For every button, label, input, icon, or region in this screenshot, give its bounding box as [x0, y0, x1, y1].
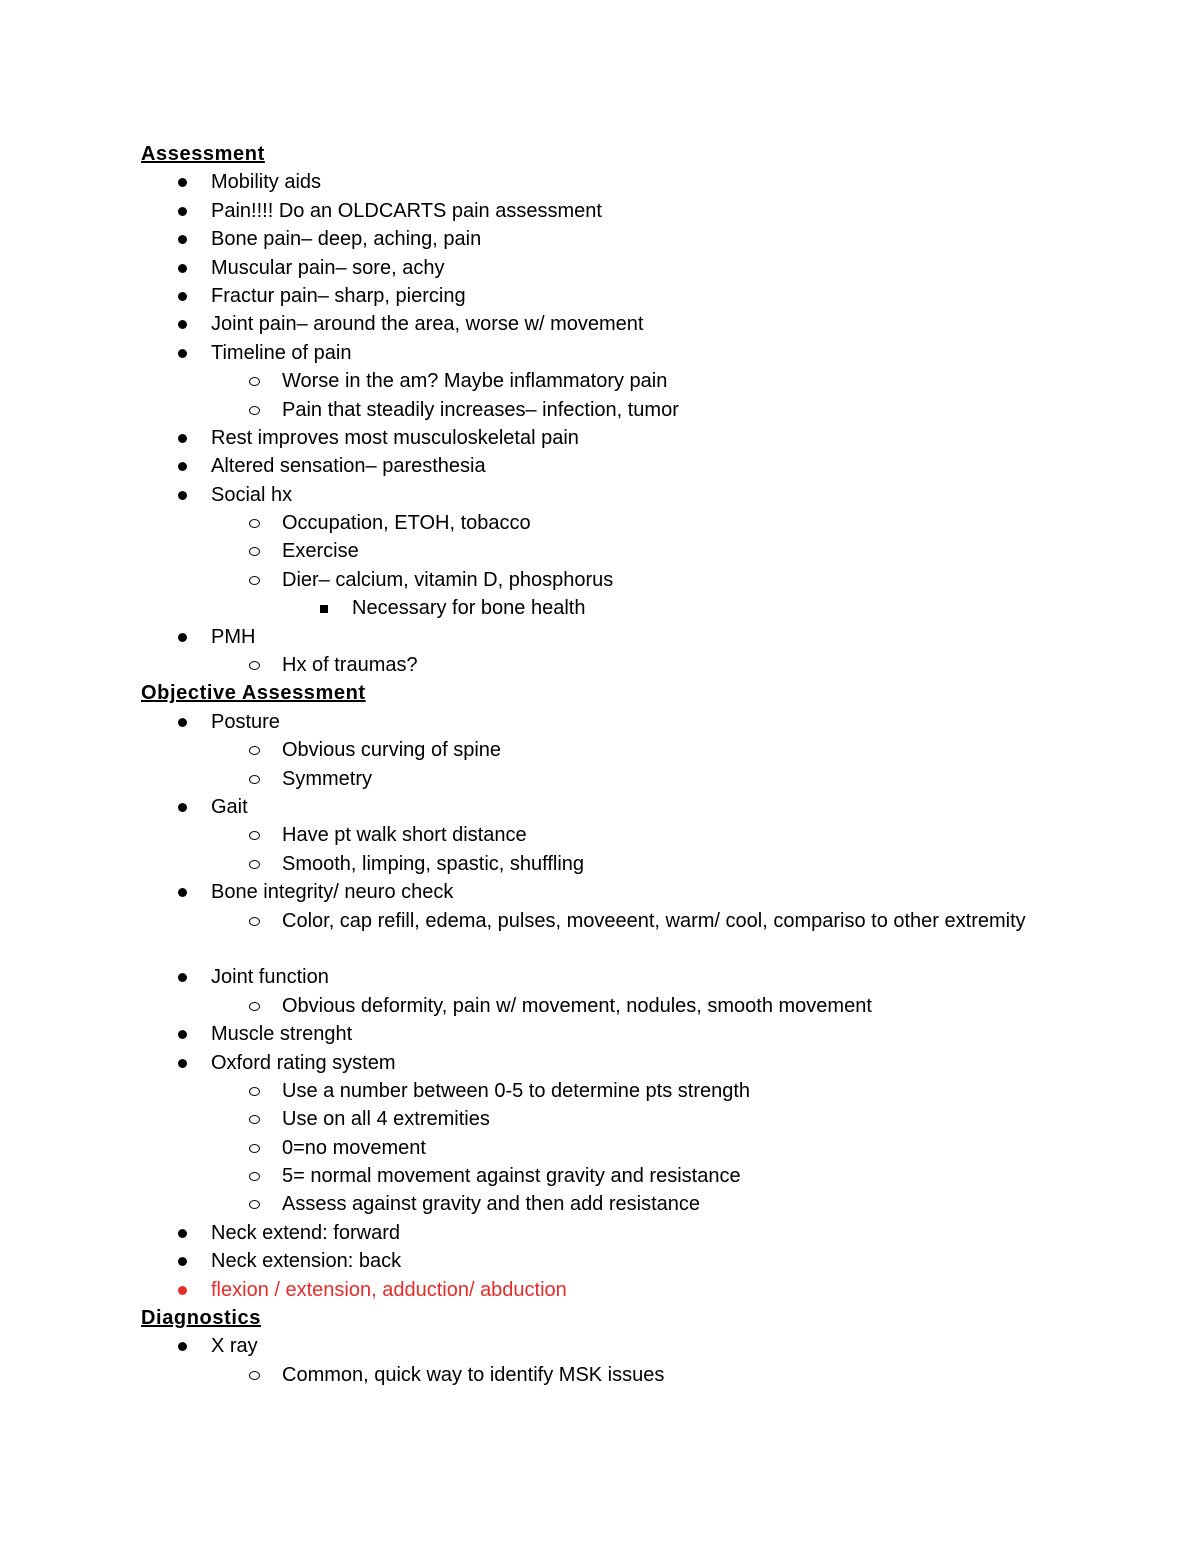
list-subitem: [0, 765, 1200, 793]
list-item-text: Bone integrity/ neuro check: [211, 881, 454, 904]
list-subitem: [0, 566, 1200, 594]
bullet-ring-icon: [248, 1077, 260, 1096]
bullet-dot-icon: [176, 254, 187, 273]
bullet-dot-icon: [176, 708, 187, 727]
list-item: [0, 225, 1200, 253]
list-item: [0, 1332, 1200, 1360]
list-item-text: Occupation, ETOH, tobacco: [282, 512, 531, 535]
list-item-text: Pain that steadily increases– infection, tumor: [282, 398, 679, 421]
list-item-text: 0=no movement: [282, 1136, 426, 1159]
list-item-text: Altered sensation– paresthesia: [211, 455, 486, 478]
list-item: [0, 793, 1200, 821]
list-item-text: Obvious deformity, pain w/ movement, nodules, smooth movement: [282, 994, 872, 1017]
list-subitem: [0, 537, 1200, 565]
list-item: [0, 339, 1200, 367]
list-subitem: [0, 1105, 1200, 1133]
list-item-text: Joint function: [211, 966, 329, 989]
bullet-dot-icon: [176, 339, 187, 358]
bullet-dot-icon: [176, 1276, 187, 1295]
list-subitem: [0, 396, 1200, 424]
list-item: [0, 878, 1200, 906]
list-item-text: Rest improves most musculoskeletal pain: [211, 426, 579, 449]
heading-assessment: Assessment: [141, 143, 265, 165]
list-item: [0, 708, 1200, 736]
list-subitem: [0, 367, 1200, 395]
list-item: [0, 623, 1200, 651]
list-item-text: Muscular pain– sore, achy: [211, 256, 445, 279]
list-item-text: Mobility aids: [211, 171, 322, 194]
list-item-text: Color, cap refill, edema, pulses, moveeent, warm/ cool, compariso to other extremity: [282, 909, 1026, 932]
heading-objective-assessment: Objective Assessment: [141, 682, 366, 705]
bullet-dot-icon: [176, 963, 187, 982]
list-item-highlighted: [0, 1276, 1200, 1304]
bullet-ring-icon: [248, 850, 260, 869]
list-item: [0, 282, 1200, 310]
list-item-text: Hx of traumas?: [282, 654, 418, 677]
list-subitem: [0, 509, 1200, 537]
list-item-text: 5= normal movement against gravity and resistance: [282, 1165, 741, 1188]
bullet-dot-icon: [176, 282, 187, 301]
list-item-text: Posture: [211, 710, 280, 733]
bullet-dot-icon: [176, 225, 187, 244]
list-item-text: Timeline of pain: [211, 341, 352, 364]
list-subitem: [0, 736, 1200, 764]
list-item-text: Oxford rating system: [211, 1051, 396, 1074]
list-item-text: Neck extension: back: [211, 1250, 402, 1273]
bullet-dot-icon: [176, 1049, 187, 1068]
list-subsubitem: [0, 594, 1200, 622]
list-item-text: Social hx: [211, 483, 293, 506]
list-subitem: [0, 1162, 1200, 1190]
list-item: [0, 310, 1200, 338]
bullet-dot-icon: [176, 1332, 187, 1351]
list-item-text: X ray: [211, 1335, 258, 1358]
list-item: [0, 197, 1200, 225]
heading-diagnostics: Diagnostics: [141, 1307, 261, 1330]
list-subitem: [0, 821, 1200, 849]
bullet-ring-icon: [248, 509, 260, 528]
list-subitem: [0, 651, 1200, 679]
list-item-text: Assess against gravity and then add resistance: [282, 1193, 701, 1216]
bullet-dot-icon: [176, 878, 187, 897]
list-item-text: Have pt walk short distance: [282, 824, 527, 847]
bullet-ring-icon: [248, 1162, 260, 1181]
bullet-dot-icon: [176, 197, 187, 216]
list-item-text: Joint pain– around the area, worse w/ movement: [211, 313, 644, 336]
bullet-ring-icon: [248, 1134, 260, 1153]
document-body: [0, 140, 1200, 1389]
list-item: [0, 424, 1200, 452]
list-subitem: [0, 1134, 1200, 1162]
list-item: [0, 168, 1200, 196]
bullet-dot-icon: [176, 168, 187, 187]
bullet-dot-icon: [176, 310, 187, 329]
list-item-text: Dier– calcium, vitamin D, phosphorus: [282, 568, 614, 591]
list-item: [0, 481, 1200, 509]
bullet-ring-icon: [248, 1361, 260, 1380]
list-item: [0, 963, 1200, 991]
bullet-ring-icon: [248, 566, 260, 585]
bullet-dot-icon: [176, 793, 187, 812]
list-item-text: PMH: [211, 625, 256, 648]
bullet-ring-icon: [248, 907, 260, 926]
bullet-ring-icon: [248, 396, 260, 415]
bullet-ring-icon: [248, 736, 260, 755]
list-subitem: [0, 1077, 1200, 1105]
bullet-ring-icon: [248, 367, 260, 386]
list-item: [0, 1219, 1200, 1247]
list-subitem: [0, 1190, 1200, 1218]
bullet-ring-icon: [248, 537, 260, 556]
list-item-text: Exercise: [282, 540, 359, 563]
bullet-ring-icon: [248, 821, 260, 840]
list-item-text: Muscle strenght: [211, 1023, 353, 1046]
list-subitem: [0, 1361, 1200, 1389]
list-item-text: Pain!!!! Do an OLDCARTS pain assessment: [211, 199, 602, 222]
list-item-text: Bone pain– deep, aching, pain: [211, 228, 482, 251]
list-item: [0, 452, 1200, 480]
bullet-ring-icon: [248, 651, 260, 670]
list-item-text: Use a number between 0-5 to determine pts strength: [282, 1079, 751, 1102]
bullet-ring-icon: [248, 992, 260, 1011]
list-item: [0, 1247, 1200, 1275]
list-item-text: Symmetry: [282, 767, 372, 790]
bullet-dot-icon: [176, 1020, 187, 1039]
list-subitem: [0, 907, 1200, 964]
bullet-dot-icon: [176, 623, 187, 642]
list-subitem: [0, 992, 1200, 1020]
bullet-ring-icon: [248, 1105, 260, 1124]
bullet-ring-icon: [248, 1190, 260, 1209]
list-item: [0, 1020, 1200, 1048]
list-item-text: Neck extend: forward: [211, 1221, 400, 1244]
list-item-text: flexion / extension, adduction/ abduction: [211, 1278, 567, 1301]
bullet-dot-icon: [176, 1219, 187, 1238]
bullet-square-icon: [318, 594, 328, 613]
list-item-text: Worse in the am? Maybe inflammatory pain: [282, 370, 668, 393]
list-item: [0, 1049, 1200, 1077]
list-item-text: Obvious curving of spine: [282, 739, 502, 762]
list-item-text: Gait: [211, 795, 248, 818]
bullet-dot-icon: [176, 452, 187, 471]
bullet-ring-icon: [248, 765, 260, 784]
list-item-text: Smooth, limping, spastic, shuffling: [282, 852, 585, 875]
list-item-text: Use on all 4 extremities: [282, 1108, 490, 1131]
bullet-dot-icon: [176, 424, 187, 443]
bullet-dot-icon: [176, 481, 187, 500]
list-item-text: Common, quick way to identify MSK issues: [282, 1363, 665, 1386]
bullet-dot-icon: [176, 1247, 187, 1266]
list-item: [0, 254, 1200, 282]
list-item-text: Necessary for bone health: [352, 597, 586, 620]
list-subitem: [0, 850, 1200, 878]
list-item-text: Fractur pain– sharp, piercing: [211, 284, 466, 307]
